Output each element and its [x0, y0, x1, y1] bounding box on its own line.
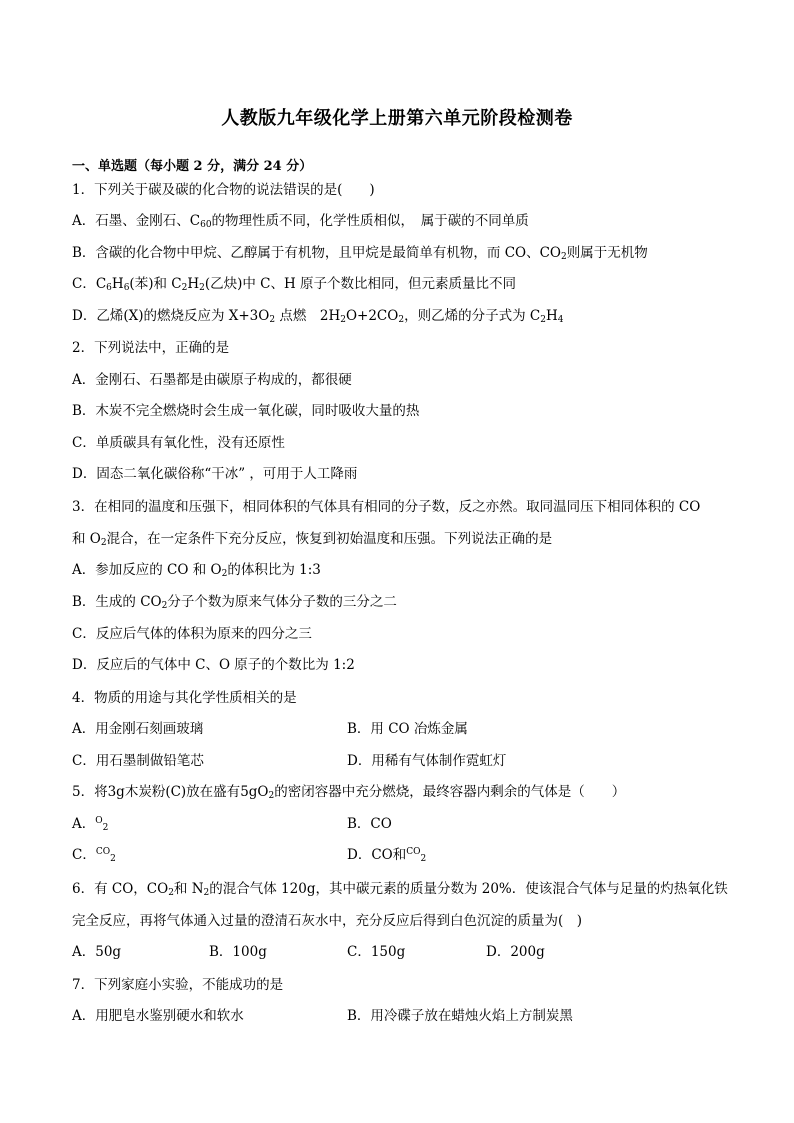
question-6-stem-line-2: 完全反应，再将气体通入过量的澄清石灰水中，充分反应后得到白色沉淀的质量为( ): [72, 913, 583, 929]
question-6-stem-line-1: 6．有 CO，$CO_2$和 $N_2$的混合气体 120g，其中碳元素的质量分数为 20%．使该混合气体与足量的灼热氧化铁: [72, 881, 728, 898]
question-6-option-c: C．150g: [347, 944, 406, 960]
question-3-stem-line-2: 和 $O_2$混合，在一定条件下充分反应，恢复到初始温度和压强。下列说法正确的是: [72, 531, 553, 548]
question-4-option-d: D．用稀有气体制作霓虹灯: [347, 753, 507, 769]
question-6-option-d: D．200g: [486, 944, 545, 960]
question-1-option-c: C．$C_6H_6$(苯)和 $C_2H_2$(乙炔)中 C、H 原子个数比相同，但元素质量比不同: [72, 276, 517, 293]
question-2-option-a: A．金刚石、石墨都是由碳原子构成的，都很硬: [72, 372, 352, 388]
question-1-option-b: B．含碳的化合物中甲烷、乙醇属于有机物，且甲烷是最简单有机物，而 CO、$CO_2$则属于无机物: [72, 245, 648, 262]
question-5-option-c: C．$^{CO}_2$: [72, 847, 116, 864]
question-3-option-a: A．参加反应的 CO 和 $O_2$的体积比为 1:3: [72, 562, 321, 579]
question-5-option-d: D．CO和$^{CO}_2$: [347, 847, 427, 864]
question-6-option-b: B．100g: [209, 944, 267, 960]
page-title: 人教版九年级化学上册第六单元阶段检测卷: [221, 108, 573, 129]
question-6-option-a: A．50g: [72, 944, 122, 960]
question-1-option-a: A．石墨、金刚石、$C_{60}$的物理性质不同，化学性质相似， 属于碳的不同单质: [72, 213, 529, 230]
question-4-option-a: A．用金刚石刻画玻璃: [72, 721, 204, 737]
question-3-stem-line-1: 3．在相同的温度和压强下，相同体积的气体具有相同的分子数，反之亦然。取同温同压下相同体积的 CO: [72, 499, 701, 515]
question-7-option-b: B．用冷碟子放在蜡烛火焰上方制炭黑: [347, 1008, 573, 1024]
question-4-option-b: B．用 CO 冶炼金属: [347, 721, 468, 737]
question-3-option-d: D．反应后的气体中 C、O 原子的个数比为 1:2: [72, 657, 355, 673]
section-heading: 一、单选题（每小题 2 分，满分 24 分）: [72, 159, 313, 174]
question-2-option-c: C．单质碳具有氧化性，没有还原性: [72, 435, 285, 451]
question-4-option-c: C．用石墨制做铅笔芯: [72, 753, 204, 769]
question-1-stem: 1．下列关于碳及碳的化合物的说法错误的是( ): [72, 182, 375, 198]
question-2-stem: 2．下列说法中，正确的是: [72, 340, 230, 356]
question-2-option-d: D．固态二氧化碳俗称“干冰” ，可用于人工降雨: [72, 466, 358, 482]
question-3-option-c: C．反应后气体的体积为原来的四分之三: [72, 626, 312, 642]
question-5-option-b: B．CO: [347, 816, 392, 832]
question-7-stem: 7．下列家庭小实验，不能成功的是: [72, 977, 284, 993]
question-3-option-b: B．生成的 $CO_2$分子个数为原来气体分子数的三分之二: [72, 594, 397, 611]
question-5-option-a: A．$^O_2$: [72, 816, 109, 833]
question-4-stem: 4．物质的用途与其化学性质相关的是: [72, 690, 297, 706]
question-2-option-b: B．木炭不完全燃烧时会生成一氧化碳，同时吸收大量的热: [72, 403, 420, 419]
question-7-option-a: A．用肥皂水鉴别硬水和软水: [72, 1008, 244, 1024]
question-5-stem: 5．将3g木炭粉(C)放在盛有$5gO_2$的密闭容器中充分燃烧，最终容器内剩余的气体是（ ）: [72, 784, 626, 801]
question-1-option-d: D．乙烯(X)的燃烧反应为 $X+3O_2$ 点燃 $2H_2O+2CO_2$，则乙烯的分子式为 $C_2H_4$: [72, 308, 564, 325]
